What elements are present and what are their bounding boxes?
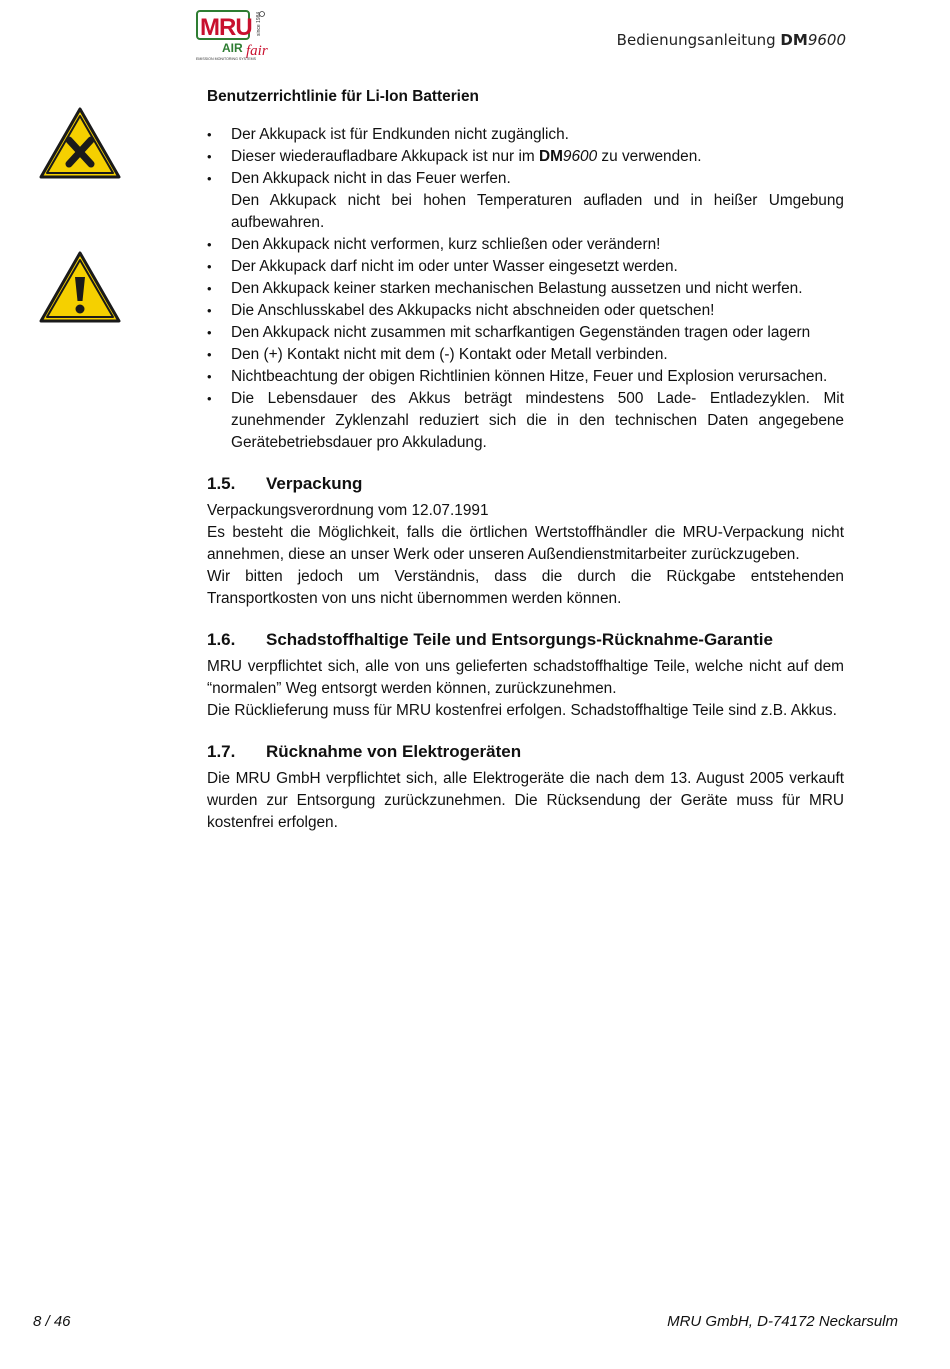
section-heading-verpackung <box>207 472 844 496</box>
manual-title: Bedienungsanleitung DM9600 <box>616 31 846 49</box>
mru-air-fair-logo <box>196 10 274 62</box>
list-item: • Den Akkupack keiner starken mechanischen Belastung aussetzen und nicht werfen. <box>207 278 844 300</box>
list-item: • Der Akkupack darf nicht im oder unter Wasser eingesetzt werden. <box>207 256 844 278</box>
paragraph: Verpackungsverordnung vom 12.07.1991 <box>207 502 489 519</box>
list-item: • Die Lebensdauer des Akkus beträgt mindestens 500 Lade- Entladezyklen. Mit zunehmender Zyklenzahl reduziert sich die in den technischen Daten angegebene Gerätebetriebsdauer pro Akkuladung. <box>207 388 844 454</box>
section-heading-ruecknahme-elektrogeraete <box>207 740 844 764</box>
section-title: Rücknahme von Elektrogeräten <box>266 742 522 761</box>
page-number: 8 / 46 <box>33 1313 71 1330</box>
svg-text:fair: fair <box>246 43 268 59</box>
footer-company: MRU GmbH, D-74172 Neckarsulm <box>667 1313 898 1330</box>
list-item: • Den Akkupack nicht verformen, kurz schließen oder verändern! <box>207 234 844 256</box>
list-item: • Nichtbeachtung der obigen Richtlinien können Hitze, Feuer und Explosion verursachen. <box>207 366 844 388</box>
li-ion-guideline-list <box>207 124 844 454</box>
svg-text:since 1984: since 1984 <box>256 11 262 36</box>
section-title: Schadstoffhaltige Teile und Entsorgungs-Rücknahme-Garantie <box>266 630 773 649</box>
irritant-x-warning-icon <box>38 106 122 180</box>
section-heading-schadstoffhaltige-teile <box>207 628 844 652</box>
paragraph: Wir bitten jedoch um Verständnis, dass die durch die Rückgabe entstehenden Transportkosten von uns nicht übernommen werden können. <box>207 568 844 607</box>
list-item: • Der Akkupack ist für Endkunden nicht zugänglich. <box>207 124 844 146</box>
svg-text:MRU: MRU <box>200 14 252 41</box>
paragraph: Die MRU GmbH verpflichtet sich, alle Elektrogeräte die nach dem 13. August 2005 verkauft wurden zur Entsorgung zurückzunehmen. Die Rücksendung der Geräte muss für MRU kostenfrei erfolgen. <box>207 770 844 831</box>
svg-text:AIR: AIR <box>222 41 243 55</box>
section-title: Verpackung <box>266 474 363 493</box>
paragraph: MRU verpflichtet sich, alle von uns gelieferten schadstoffhaltige Teile, welche nicht auf dem “normalen” Weg entsorgt werden können, zurückzunehmen. <box>207 658 844 697</box>
svg-text:EMISSION MONITORING SYSTEMS: EMISSION MONITORING SYSTEMS <box>196 57 257 61</box>
list-item: • Den Akkupack nicht zusammen mit scharfkantigen Gegenständen tragen oder lagern <box>207 322 844 344</box>
exclamation-warning-icon <box>38 250 122 324</box>
list-item: • Dieser wiederaufladbare Akkupack ist nur im DM9600 zu verwenden. <box>207 146 844 168</box>
paragraph: Es besteht die Möglichkeit, falls die örtlichen Wertstoffhändler die MRU-Verpackung nicht annehmen, diese an unser Werk oder unseren Außendienstmitarbeiter zurückzugeben. <box>207 524 844 563</box>
section-number: 1.6. <box>207 630 236 649</box>
list-item: • Den Akkupack nicht in das Feuer werfen. Den Akkupack nicht bei hohen Temperaturen aufladen und in heißer Umgebung aufbewahren. <box>207 168 844 234</box>
section-number: 1.7. <box>207 742 236 761</box>
list-item: • Den (+) Kontakt nicht mit dem (-) Kontakt oder Metall verbinden. <box>207 344 844 366</box>
paragraph: Die Rücklieferung muss für MRU kostenfrei erfolgen. Schadstoffhaltige Teile sind z.B. Akkus. <box>207 702 837 719</box>
section-number: 1.5. <box>207 474 236 493</box>
li-ion-guideline-heading: Benutzerrichtlinie für Li-Ion Batterien <box>207 88 479 105</box>
list-item: • Die Anschlusskabel des Akkupacks nicht abschneiden oder quetschen! <box>207 300 844 322</box>
main-content <box>207 86 844 834</box>
